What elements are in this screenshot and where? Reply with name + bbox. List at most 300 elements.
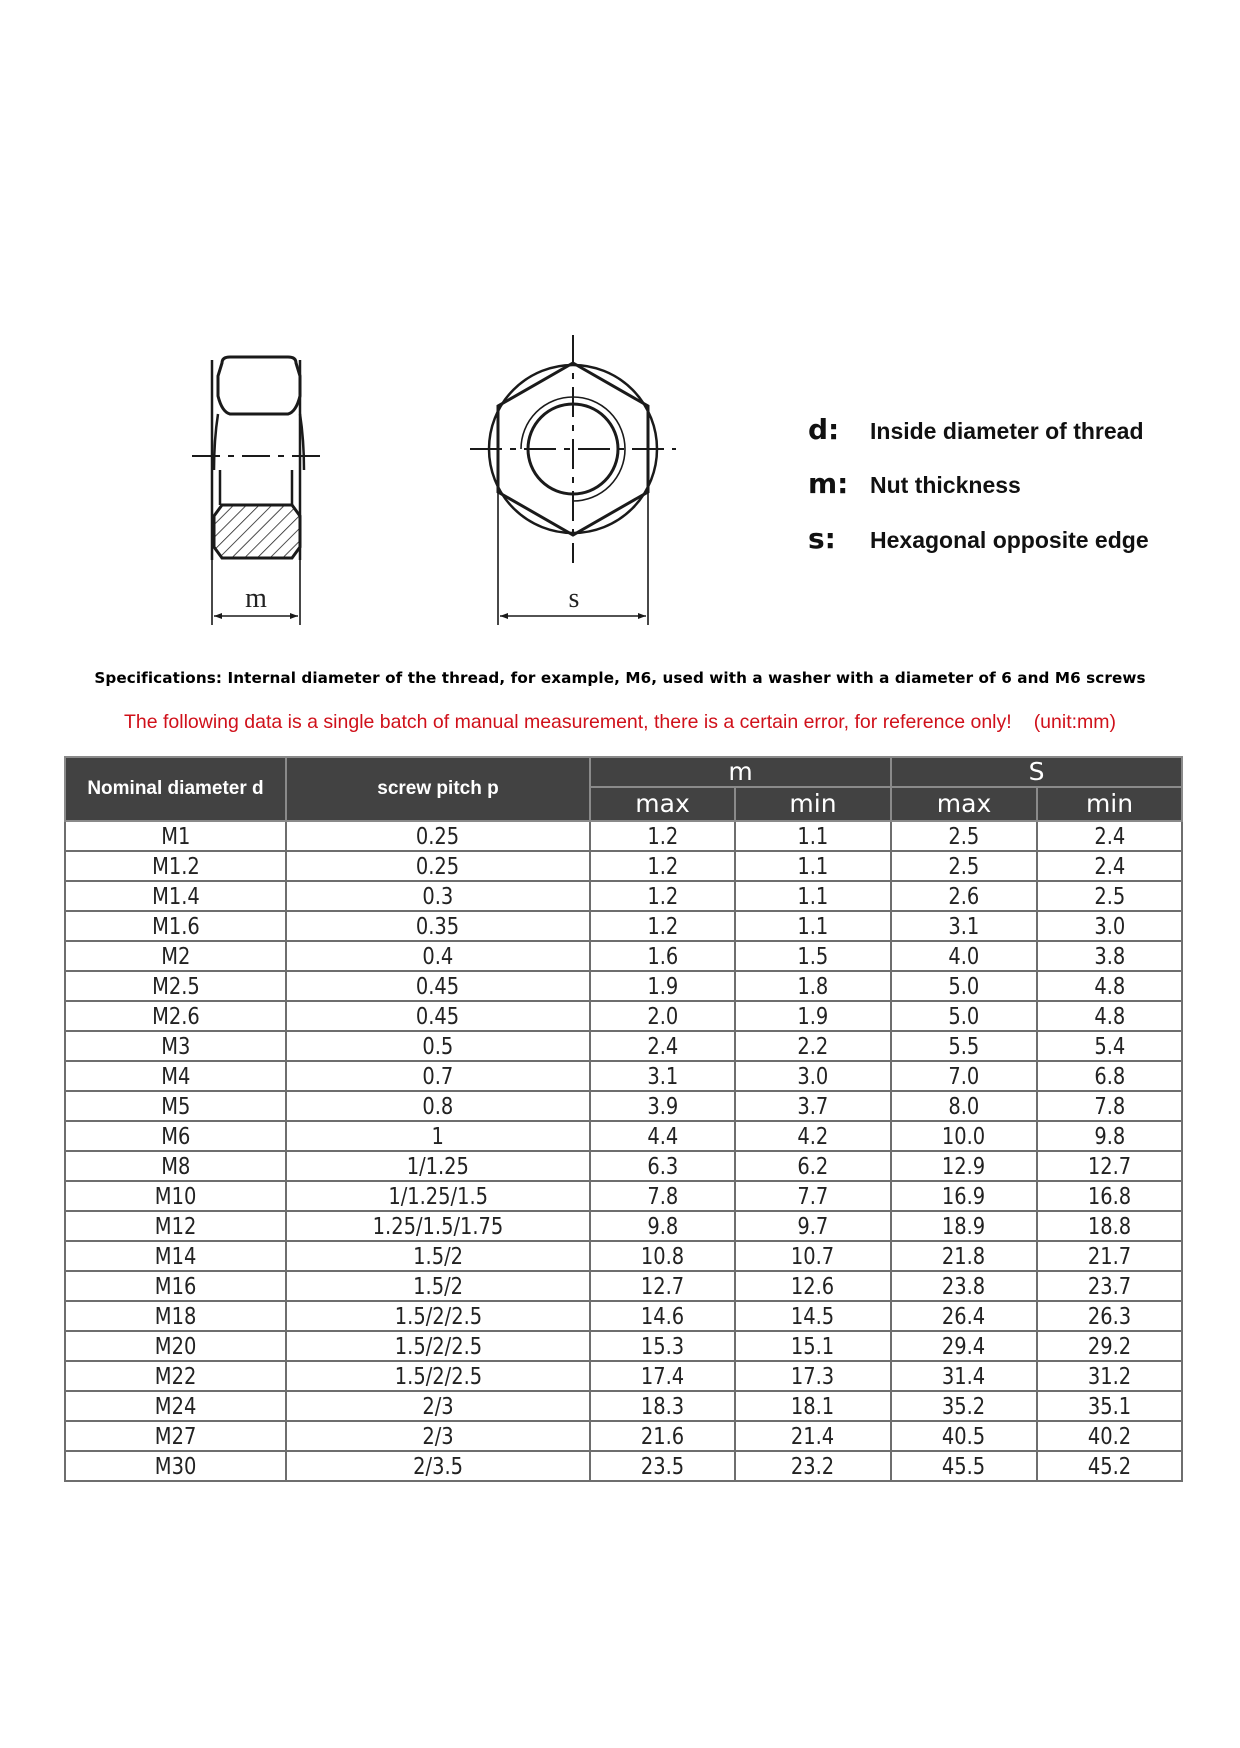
cell-s-max-value: 3.1	[948, 912, 980, 940]
cell-m-min-value: 1.1	[797, 912, 829, 940]
cell-s-min-value: 3.0	[1094, 912, 1125, 940]
cell-s-max-value: 8.0	[948, 1092, 980, 1120]
cell-m-max	[590, 971, 735, 1001]
cell-m-max-value: 2.4	[647, 1032, 678, 1060]
cell-m-max-value: 15.3	[640, 1332, 685, 1360]
header-nominal-diameter: Nominal diameter d	[65, 757, 286, 821]
cell-screw-pitch-value: 2/3	[422, 1422, 454, 1450]
cell-m-min	[735, 1181, 891, 1211]
cell-m-min-value: 6.2	[797, 1152, 829, 1180]
cell-screw-pitch-value: 1.5/2	[413, 1272, 463, 1300]
cell-s-max-value: 23.8	[942, 1272, 986, 1300]
legend-description: Hexagonal opposite edge	[870, 527, 1149, 553]
measurement-note	[0, 711, 1240, 734]
hex-nut-technical-drawing	[0, 0, 1240, 660]
note-text: The following data is a single batch of manual measurement, there is a certain error, for reference only!	[123, 711, 1012, 733]
cell-m-min-value: 1.8	[797, 972, 829, 1000]
cell-s-max	[891, 1031, 1037, 1061]
cell-s-min	[1037, 1421, 1182, 1451]
cell-nominal-diameter	[65, 1031, 286, 1061]
cell-s-min-value: 26.3	[1087, 1302, 1132, 1330]
cell-m-max-value: 1.2	[647, 822, 678, 850]
cell-nominal-diameter-value: M30	[154, 1452, 197, 1480]
cell-screw-pitch-value: 2/3.5	[413, 1452, 463, 1480]
cell-s-min	[1037, 1121, 1182, 1151]
nut-front-view	[470, 335, 676, 625]
table-row	[65, 1091, 1182, 1121]
cell-s-min	[1037, 1181, 1182, 1211]
cell-nominal-diameter	[65, 1361, 286, 1391]
table-row	[65, 1301, 1182, 1331]
cell-nominal-diameter	[65, 971, 286, 1001]
cell-m-max-value: 18.3	[640, 1392, 685, 1420]
cell-screw-pitch	[286, 1451, 590, 1481]
cell-screw-pitch-value: 0.45	[416, 972, 460, 1000]
cell-m-max-value: 4.4	[647, 1122, 678, 1150]
cell-s-max	[891, 1361, 1037, 1391]
cell-nominal-diameter	[65, 1001, 286, 1031]
cell-s-min	[1037, 821, 1182, 851]
cell-screw-pitch-value: 0.5	[422, 1032, 454, 1060]
nut-side-top-face	[218, 357, 300, 414]
cell-nominal-diameter-value: M5	[160, 1092, 191, 1120]
cell-s-max	[891, 1151, 1037, 1181]
cell-s-min-value: 9.8	[1094, 1122, 1125, 1150]
cell-screw-pitch-value: 1.5/2/2.5	[394, 1332, 482, 1360]
table-row	[65, 1331, 1182, 1361]
header-group-m: m	[590, 757, 891, 787]
table-row	[65, 1031, 1182, 1061]
cell-nominal-diameter	[65, 1331, 286, 1361]
cell-screw-pitch-value: 1.25/1.5/1.75	[372, 1212, 504, 1240]
cell-s-max-value: 45.5	[942, 1452, 986, 1480]
cell-s-max	[891, 1241, 1037, 1271]
cell-nominal-diameter	[65, 1151, 286, 1181]
cell-s-min	[1037, 1031, 1182, 1061]
cell-nominal-diameter	[65, 821, 286, 851]
cell-nominal-diameter	[65, 1451, 286, 1481]
cell-s-max-value: 7.0	[948, 1062, 980, 1090]
cell-s-min-value: 31.2	[1087, 1362, 1132, 1390]
cell-m-min-value: 9.7	[797, 1212, 829, 1240]
table-row	[65, 1271, 1182, 1301]
cell-nominal-diameter	[65, 851, 286, 881]
cell-s-min-value: 18.8	[1087, 1212, 1132, 1240]
cell-nominal-diameter	[65, 1181, 286, 1211]
cell-m-min-value: 1.1	[797, 882, 829, 910]
cell-screw-pitch	[286, 851, 590, 881]
cell-nominal-diameter-value: M14	[154, 1242, 197, 1270]
cell-nominal-diameter	[65, 1391, 286, 1421]
table-header-row	[65, 757, 1182, 787]
cell-s-min-value: 21.7	[1087, 1242, 1132, 1270]
cell-m-max-value: 9.8	[647, 1212, 678, 1240]
cell-s-min	[1037, 1091, 1182, 1121]
cell-m-max	[590, 1121, 735, 1151]
cell-m-min-value: 15.1	[791, 1332, 835, 1360]
cell-nominal-diameter-value: M2.6	[151, 1002, 200, 1030]
cell-s-min-value: 3.8	[1094, 942, 1125, 970]
cell-screw-pitch	[286, 1301, 590, 1331]
cell-m-min	[735, 1151, 891, 1181]
cell-s-max-value: 31.4	[942, 1362, 986, 1390]
cell-screw-pitch	[286, 941, 590, 971]
cell-m-min-value: 10.7	[791, 1242, 835, 1270]
cell-m-min-value: 18.1	[791, 1392, 835, 1420]
cell-nominal-diameter-value: M10	[154, 1182, 197, 1210]
cell-m-min	[735, 1361, 891, 1391]
cell-s-min	[1037, 1241, 1182, 1271]
cell-m-min-value: 3.0	[797, 1062, 829, 1090]
cell-s-min	[1037, 971, 1182, 1001]
cell-s-max-value: 16.9	[942, 1182, 986, 1210]
cell-m-min	[735, 1061, 891, 1091]
cell-s-min	[1037, 1211, 1182, 1241]
cell-screw-pitch	[286, 1211, 590, 1241]
table-row	[65, 1121, 1182, 1151]
dimension-label-m: m	[245, 583, 267, 614]
cell-nominal-diameter-value: M1	[160, 822, 191, 850]
cell-m-min	[735, 1031, 891, 1061]
cell-m-min	[735, 1421, 891, 1451]
table-row	[65, 1451, 1182, 1481]
cell-s-max	[891, 911, 1037, 941]
cell-s-min-value: 45.2	[1087, 1452, 1132, 1480]
cell-m-min-value: 12.6	[791, 1272, 835, 1300]
table-row	[65, 1421, 1182, 1451]
cell-s-min-value: 40.2	[1087, 1422, 1132, 1450]
cell-s-max	[891, 1271, 1037, 1301]
cell-s-max	[891, 1121, 1037, 1151]
cell-m-min	[735, 1391, 891, 1421]
cell-s-min-value: 23.7	[1087, 1272, 1132, 1300]
cell-screw-pitch-value: 0.4	[422, 942, 454, 970]
cell-s-max	[891, 941, 1037, 971]
cell-m-max	[590, 1301, 735, 1331]
cell-screw-pitch-value: 0.35	[416, 912, 460, 940]
table-row	[65, 1241, 1182, 1271]
header-screw-pitch: screw pitch p	[286, 757, 590, 821]
cell-screw-pitch-value: 2/3	[422, 1392, 454, 1420]
cell-m-max	[590, 821, 735, 851]
cell-s-max	[891, 1181, 1037, 1211]
cell-m-max-value: 1.2	[647, 882, 678, 910]
cell-nominal-diameter-value: M4	[160, 1062, 191, 1090]
cell-nominal-diameter	[65, 1121, 286, 1151]
cell-s-max	[891, 1391, 1037, 1421]
table-row	[65, 1151, 1182, 1181]
cell-s-min	[1037, 1451, 1182, 1481]
cell-m-min	[735, 821, 891, 851]
cell-s-max-value: 26.4	[942, 1302, 986, 1330]
cell-s-max	[891, 821, 1037, 851]
cell-s-max	[891, 851, 1037, 881]
cell-m-min	[735, 1451, 891, 1481]
cell-m-min-value: 14.5	[791, 1302, 835, 1330]
cell-m-max	[590, 851, 735, 881]
cell-screw-pitch	[286, 1121, 590, 1151]
cell-m-max	[590, 1421, 735, 1451]
table-row	[65, 911, 1182, 941]
cell-m-max	[590, 911, 735, 941]
cell-m-max	[590, 1151, 735, 1181]
table-row	[65, 1001, 1182, 1031]
cell-m-max	[590, 1241, 735, 1271]
legend-symbol: m:	[808, 467, 849, 500]
cell-s-min	[1037, 1391, 1182, 1421]
cell-screw-pitch-value: 0.3	[422, 882, 454, 910]
cell-screw-pitch	[286, 1181, 590, 1211]
legend-description: Nut thickness	[870, 472, 1021, 498]
cell-nominal-diameter-value: M6	[160, 1122, 191, 1150]
cell-m-max	[590, 1361, 735, 1391]
cell-m-min-value: 23.2	[791, 1452, 835, 1480]
cell-nominal-diameter-value: M3	[160, 1032, 191, 1060]
cell-m-min-value: 1.1	[797, 822, 829, 850]
table-row	[65, 1211, 1182, 1241]
cell-nominal-diameter	[65, 1301, 286, 1331]
table-row	[65, 1181, 1182, 1211]
table-body	[65, 821, 1182, 1481]
nut-side-section-hatch	[214, 505, 300, 558]
cell-m-max-value: 6.3	[647, 1152, 678, 1180]
cell-s-min	[1037, 1151, 1182, 1181]
cell-screw-pitch	[286, 1271, 590, 1301]
cell-s-min	[1037, 1001, 1182, 1031]
cell-screw-pitch-value: 1/1.25	[406, 1152, 470, 1180]
cell-screw-pitch	[286, 1391, 590, 1421]
cell-m-max-value: 17.4	[640, 1362, 685, 1390]
cell-screw-pitch	[286, 1331, 590, 1361]
cell-m-max	[590, 1091, 735, 1121]
cell-m-min-value: 7.7	[797, 1182, 829, 1210]
cell-s-max-value: 2.5	[948, 822, 980, 850]
cell-s-max-value: 4.0	[948, 942, 980, 970]
cell-m-max-value: 3.9	[647, 1092, 678, 1120]
cell-m-max	[590, 1181, 735, 1211]
cell-m-max-value: 21.6	[640, 1422, 685, 1450]
cell-screw-pitch	[286, 881, 590, 911]
cell-m-max-value: 2.0	[647, 1002, 678, 1030]
cell-m-min	[735, 881, 891, 911]
cell-nominal-diameter-value: M1.6	[151, 912, 200, 940]
cell-nominal-diameter	[65, 1211, 286, 1241]
nut-dimension-table	[64, 756, 1183, 1482]
header-group-s: S	[891, 757, 1182, 787]
legend-description: Inside diameter of thread	[870, 418, 1144, 444]
cell-screw-pitch	[286, 821, 590, 851]
cell-screw-pitch	[286, 1421, 590, 1451]
cell-s-min	[1037, 1061, 1182, 1091]
cell-s-min-value: 12.7	[1087, 1152, 1132, 1180]
cell-nominal-diameter-value: M1.4	[151, 882, 200, 910]
cell-m-min	[735, 1091, 891, 1121]
cell-s-max-value: 12.9	[942, 1152, 986, 1180]
cell-s-min	[1037, 941, 1182, 971]
cell-nominal-diameter-value: M18	[154, 1302, 197, 1330]
cell-m-min-value: 1.5	[797, 942, 829, 970]
cell-m-max-value: 23.5	[640, 1452, 685, 1480]
cell-s-max	[891, 1091, 1037, 1121]
cell-s-max-value: 5.0	[948, 1002, 980, 1030]
header-s-max: max	[891, 787, 1037, 821]
cell-m-max-value: 12.7	[640, 1272, 685, 1300]
cell-m-max-value: 1.6	[647, 942, 678, 970]
cell-m-min	[735, 1121, 891, 1151]
cell-s-min-value: 2.4	[1094, 852, 1125, 880]
cell-nominal-diameter-value: M24	[154, 1392, 197, 1420]
cell-s-min	[1037, 851, 1182, 881]
cell-screw-pitch-value: 0.45	[416, 1002, 460, 1030]
header-m-min: min	[735, 787, 891, 821]
cell-s-min-value: 7.8	[1094, 1092, 1125, 1120]
table-row	[65, 1361, 1182, 1391]
cell-nominal-diameter	[65, 1421, 286, 1451]
cell-s-min-value: 2.5	[1094, 882, 1125, 910]
cell-nominal-diameter	[65, 1241, 286, 1271]
cell-s-max	[891, 1211, 1037, 1241]
cell-m-max	[590, 881, 735, 911]
cell-nominal-diameter	[65, 1091, 286, 1121]
legend-item-d	[808, 413, 1144, 446]
cell-s-max	[891, 971, 1037, 1001]
cell-s-max	[891, 1301, 1037, 1331]
cell-m-max	[590, 1451, 735, 1481]
cell-s-min	[1037, 1271, 1182, 1301]
cell-s-min-value: 29.2	[1087, 1332, 1132, 1360]
cell-nominal-diameter-value: M12	[154, 1212, 197, 1240]
legend-symbol: s:	[808, 522, 836, 555]
cell-s-min	[1037, 1361, 1182, 1391]
cell-m-min	[735, 941, 891, 971]
cell-screw-pitch	[286, 1031, 590, 1061]
cell-s-min-value: 16.8	[1087, 1182, 1132, 1210]
cell-m-max-value: 10.8	[640, 1242, 685, 1270]
cell-m-min-value: 1.1	[797, 852, 829, 880]
cell-s-min-value: 2.4	[1094, 822, 1125, 850]
unit-label: (unit:mm)	[1033, 711, 1117, 733]
cell-m-min-value: 17.3	[791, 1362, 835, 1390]
cell-s-min-value: 35.1	[1087, 1392, 1132, 1420]
legend-item-s	[808, 522, 1149, 555]
cell-s-min-value: 4.8	[1094, 972, 1125, 1000]
cell-nominal-diameter	[65, 1271, 286, 1301]
table-row	[65, 821, 1182, 851]
cell-screw-pitch-value: 1	[431, 1122, 445, 1150]
cell-m-max-value: 14.6	[640, 1302, 685, 1330]
cell-m-min-value: 1.9	[797, 1002, 829, 1030]
cell-m-max	[590, 1391, 735, 1421]
cell-nominal-diameter	[65, 1061, 286, 1091]
cell-s-max-value: 10.0	[942, 1122, 986, 1150]
cell-s-min	[1037, 1331, 1182, 1361]
cell-s-min	[1037, 1301, 1182, 1331]
cell-s-max-value: 29.4	[942, 1332, 986, 1360]
cell-m-min	[735, 1241, 891, 1271]
specification-text: Specifications: Internal diameter of the thread, for example, M6, used with a washer with a diameter of 6 and M6 screws	[94, 669, 1146, 687]
cell-s-max-value: 18.9	[942, 1212, 986, 1240]
cell-nominal-diameter	[65, 911, 286, 941]
cell-m-max	[590, 941, 735, 971]
header-m-max: max	[590, 787, 735, 821]
table-row	[65, 881, 1182, 911]
cell-m-min	[735, 1331, 891, 1361]
cell-m-max-value: 1.9	[647, 972, 678, 1000]
cell-s-max	[891, 1001, 1037, 1031]
cell-s-min	[1037, 911, 1182, 941]
cell-s-max-value: 35.2	[942, 1392, 986, 1420]
cell-nominal-diameter-value: M8	[160, 1152, 191, 1180]
table-row	[65, 1061, 1182, 1091]
cell-screw-pitch-value: 1.5/2/2.5	[394, 1362, 482, 1390]
cell-m-min	[735, 851, 891, 881]
cell-s-max	[891, 1331, 1037, 1361]
cell-screw-pitch	[286, 971, 590, 1001]
cell-m-min-value: 3.7	[797, 1092, 829, 1120]
cell-m-max-value: 1.2	[647, 912, 678, 940]
table-row	[65, 971, 1182, 1001]
table-row	[65, 1391, 1182, 1421]
cell-s-max-value: 21.8	[942, 1242, 986, 1270]
cell-m-min	[735, 1271, 891, 1301]
cell-screw-pitch-value: 1.5/2	[413, 1242, 463, 1270]
cell-s-max-value: 2.5	[948, 852, 980, 880]
cell-m-max	[590, 1211, 735, 1241]
table-row	[65, 941, 1182, 971]
dimension-label-s: s	[568, 583, 580, 614]
cell-m-max	[590, 1271, 735, 1301]
cell-m-max-value: 7.8	[647, 1182, 678, 1210]
cell-m-max	[590, 1001, 735, 1031]
cell-nominal-diameter-value: M22	[154, 1362, 197, 1390]
cell-nominal-diameter	[65, 881, 286, 911]
cell-s-min-value: 6.8	[1094, 1062, 1125, 1090]
cell-m-min	[735, 1211, 891, 1241]
cell-m-max-value: 3.1	[647, 1062, 678, 1090]
cell-screw-pitch	[286, 1091, 590, 1121]
cell-nominal-diameter-value: M1.2	[151, 852, 200, 880]
cell-screw-pitch-value: 0.7	[422, 1062, 454, 1090]
cell-m-min	[735, 1301, 891, 1331]
cell-screw-pitch	[286, 1361, 590, 1391]
cell-screw-pitch	[286, 1151, 590, 1181]
legend-symbol: d:	[808, 413, 840, 446]
cell-nominal-diameter-value: M16	[154, 1272, 197, 1300]
cell-nominal-diameter-value: M20	[154, 1332, 197, 1360]
cell-s-max-value: 5.5	[948, 1032, 980, 1060]
cell-screw-pitch	[286, 1001, 590, 1031]
table-row	[65, 851, 1182, 881]
cell-s-min	[1037, 881, 1182, 911]
cell-m-min	[735, 1001, 891, 1031]
cell-nominal-diameter-value: M27	[154, 1422, 197, 1450]
legend-item-m	[808, 467, 1021, 500]
cell-nominal-diameter-value: M2	[160, 942, 191, 970]
cell-s-min-value: 5.4	[1094, 1032, 1125, 1060]
header-s-min: min	[1037, 787, 1182, 821]
cell-m-min-value: 4.2	[797, 1122, 829, 1150]
cell-m-min-value: 2.2	[797, 1032, 829, 1060]
cell-m-min	[735, 911, 891, 941]
cell-s-min-value: 4.8	[1094, 1002, 1125, 1030]
cell-s-max	[891, 1451, 1037, 1481]
cell-s-max-value: 5.0	[948, 972, 980, 1000]
cell-m-max	[590, 1031, 735, 1061]
cell-m-min	[735, 971, 891, 1001]
cell-screw-pitch	[286, 911, 590, 941]
cell-s-max-value: 2.6	[948, 882, 980, 910]
cell-screw-pitch-value: 1/1.25/1.5	[388, 1182, 488, 1210]
